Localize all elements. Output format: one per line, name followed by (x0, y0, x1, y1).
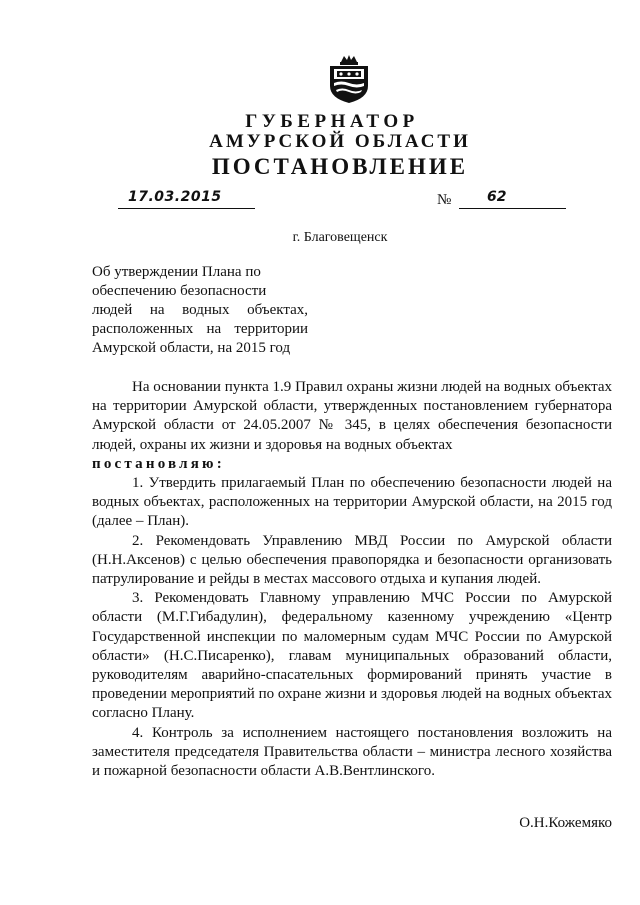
document-type: ПОСТАНОВЛЕНИЕ (211, 154, 469, 179)
subject-line: расположенных на территории (92, 321, 308, 337)
city-line: г. Благовещенск (292, 230, 388, 245)
document-subject (92, 263, 308, 358)
subject-line: Об утверждении Плана по (92, 264, 261, 280)
item-paragraph: 4. Контроль за исполнением настоящего постановления возложить на заместителя председателя Правительства области – министра лесного хозяйства и пожарной безопасности области А.В.Вентлинского. (92, 724, 612, 780)
number-sign: № (437, 192, 452, 208)
preamble-paragraph: На основании пункта 1.9 Правил охраны жизни людей на водных объектах на территории Амурской области, утвержденных постановлением губернатора Амурской области от 24.05.2007 № 345, в целях обеспечения безопасности людей, охраны их жизни и здоровья на водных объектах (92, 379, 612, 453)
subject-line: Амурской области, на 2015 год (92, 340, 291, 356)
issuer-region: АМУРСКОЙ ОБЛАСТИ (209, 131, 471, 152)
issuer-title: ГУБЕРНАТОР (245, 111, 419, 132)
coat-of-arms-emblem (326, 54, 372, 104)
number-underline (459, 208, 566, 209)
subject-line: людей на водных объектах, (92, 302, 308, 318)
document-date: 17.03.2015 (128, 189, 222, 205)
document-number: 62 (487, 189, 507, 205)
resolution-keyword: постановляю: (92, 455, 225, 472)
date-underline (118, 208, 255, 209)
subject-line: обеспечению безопасности (92, 283, 267, 299)
document-body (92, 378, 612, 781)
item-paragraph: 3. Рекомендовать Главному управлению МЧС России по Амурской области (М.Г.Гибадулин), федеральному казенному учреждению «Центр Государственной инспекции по маломерным судам МЧС России по Амурской области» (Н.С.Писаренко), главам муниципальных образований области, руководителям аварийно-спасательных формирований принять участие в проведении мероприятий по охране жизни и здоровья людей на водных объектах согласно Плану. (92, 590, 612, 722)
signatory-name: О.Н.Кожемяко (519, 815, 612, 831)
item-paragraph: 2. Рекомендовать Управлению МВД России по Амурской области (Н.Н.Аксенов) с целью обеспечения правопорядка и безопасности организовать патрулирование и рейды в местах массового отдыха и купания людей. (92, 532, 612, 588)
item-paragraph: 1. Утвердить прилагаемый План по обеспечению безопасности людей на водных объектах, расположенных на территории Амурской области, на 2015 год (далее – План). (92, 475, 612, 530)
